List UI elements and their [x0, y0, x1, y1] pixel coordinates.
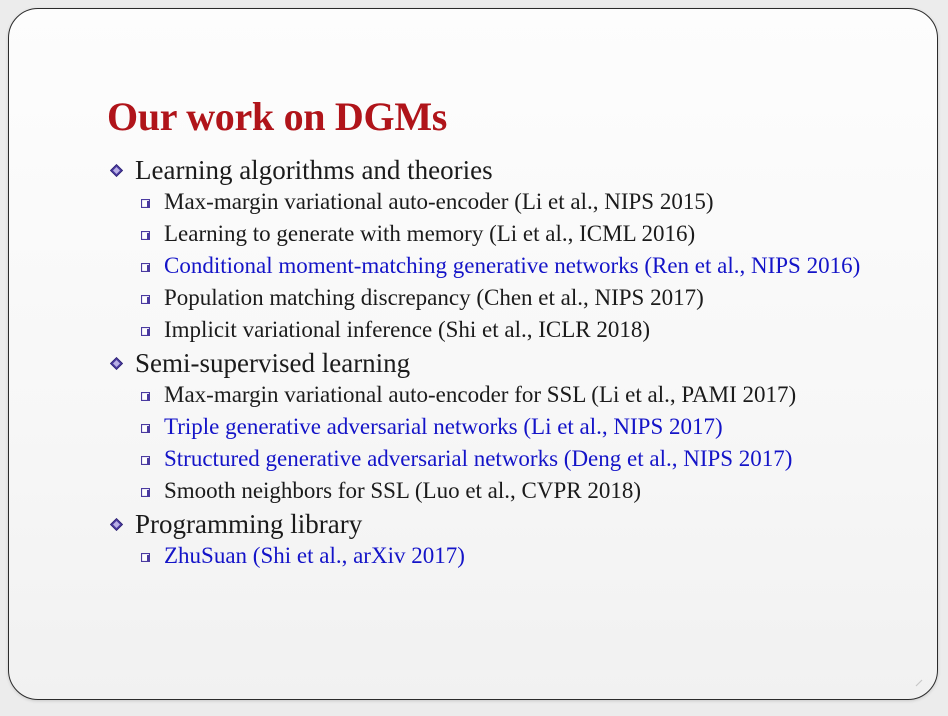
section-heading	[107, 509, 907, 540]
square-bullet-icon	[141, 488, 150, 497]
section-heading	[107, 155, 907, 186]
list-item	[137, 413, 907, 441]
square-bullet-icon	[141, 456, 150, 465]
slide-title: Our work on DGMs	[107, 94, 448, 139]
list-item-text: Max-margin variational auto-encoder (Li et al., NIPS 2015)	[164, 189, 714, 214]
list-item	[137, 220, 907, 248]
square-bullet-icon	[141, 199, 150, 208]
section-label: Programming library	[135, 509, 363, 539]
square-bullet-icon	[141, 553, 150, 562]
section-programming-library	[107, 509, 907, 570]
list-item-text: Smooth neighbors for SSL (Luo et al., CVPR 2018)	[164, 478, 642, 503]
diamond-bullet-icon	[110, 357, 123, 370]
section-label: Learning algorithms and theories	[135, 155, 493, 185]
section-heading	[107, 348, 907, 379]
list-item	[137, 477, 907, 505]
list-item	[137, 284, 907, 312]
square-bullet-icon	[141, 231, 150, 240]
section-learning-algorithms	[107, 155, 907, 344]
section-semi-supervised	[107, 348, 907, 505]
list-item-text: Max-margin variational auto-encoder for SSL (Li et al., PAMI 2017)	[164, 382, 797, 407]
sub-list	[107, 542, 907, 570]
list-item	[137, 445, 907, 473]
bullet-list	[107, 155, 907, 574]
square-bullet-icon	[141, 263, 150, 272]
diamond-bullet-icon	[110, 518, 123, 531]
square-bullet-icon	[141, 424, 150, 433]
list-item-text: Learning to generate with memory (Li et al., ICML 2016)	[164, 221, 696, 246]
list-item-text: Triple generative adversarial networks (Li et al., NIPS 2017)	[164, 414, 723, 439]
diamond-bullet-icon	[110, 164, 123, 177]
section-label: Semi-supervised learning	[135, 348, 411, 378]
list-item	[137, 381, 907, 409]
list-item-text: Population matching discrepancy (Chen et al., NIPS 2017)	[164, 285, 704, 310]
sub-list	[107, 188, 907, 344]
list-item	[137, 188, 907, 216]
list-item-text: Structured generative adversarial networks (Deng et al., NIPS 2017)	[164, 446, 793, 471]
square-bullet-icon	[141, 392, 150, 401]
list-item-text: Implicit variational inference (Shi et al., ICLR 2018)	[164, 317, 651, 342]
list-item	[137, 252, 904, 280]
list-item	[137, 542, 907, 570]
list-item-text: Conditional moment-matching generative networks (Ren et al., NIPS 2016)	[164, 253, 861, 278]
corner-fold-icon	[915, 679, 923, 687]
list-item-text: ZhuSuan (Shi et al., arXiv 2017)	[164, 543, 465, 568]
square-bullet-icon	[141, 295, 150, 304]
sub-list	[107, 381, 907, 505]
square-bullet-icon	[141, 327, 150, 336]
slide	[8, 8, 938, 700]
list-item	[137, 316, 907, 344]
